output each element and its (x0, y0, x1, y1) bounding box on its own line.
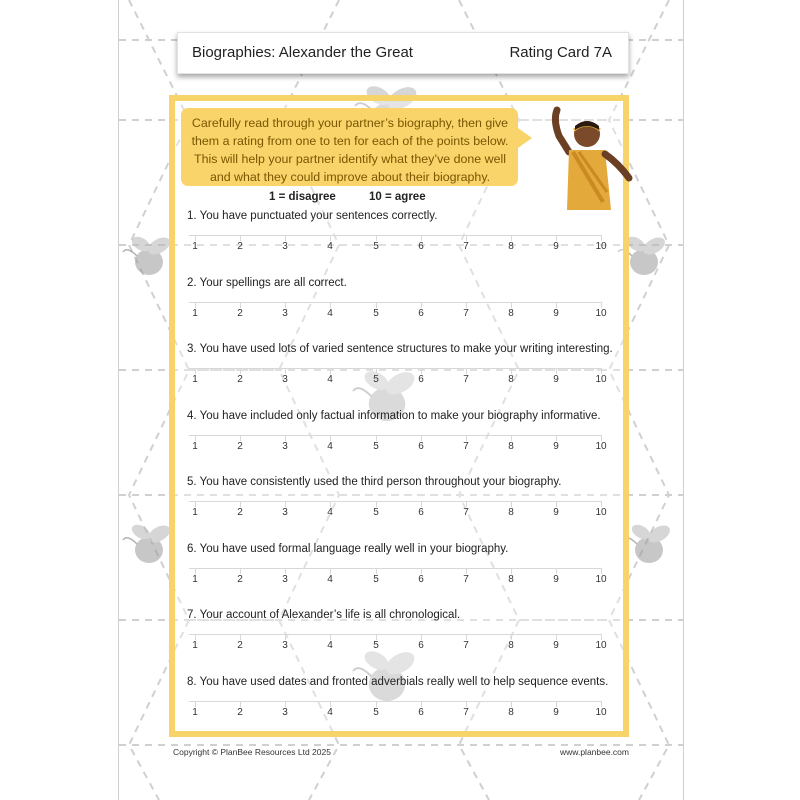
rating-option[interactable]: 7 (463, 706, 469, 718)
rating-option[interactable]: 3 (282, 573, 288, 585)
rating-option[interactable]: 2 (237, 307, 243, 319)
rating-option[interactable]: 6 (418, 573, 424, 585)
rating-option[interactable]: 8 (508, 507, 514, 518)
rating-option[interactable]: 8 (508, 440, 514, 452)
rating-option[interactable]: 1 (192, 307, 198, 319)
bubble-tail (518, 128, 532, 148)
question-text: 7. Your account of Alexander’s life is all chronological. (187, 609, 461, 621)
rating-option[interactable]: 5 (373, 640, 379, 651)
rating-option[interactable]: 4 (327, 640, 333, 651)
rating-option[interactable]: 1 (192, 640, 198, 651)
rating-option[interactable]: 5 (373, 374, 379, 385)
rating-option[interactable]: 7 (463, 307, 469, 319)
question-text: 6. You have used formal language really well in your biography. (187, 542, 509, 555)
rating-option[interactable]: 4 (327, 706, 333, 718)
rating-option[interactable]: 10 (595, 640, 607, 651)
rating-option[interactable]: 6 (418, 374, 424, 385)
rating-option[interactable]: 2 (237, 507, 243, 518)
rating-option[interactable]: 10 (595, 374, 607, 385)
rating-option[interactable]: 2 (237, 440, 243, 452)
rating-option[interactable]: 7 (463, 640, 469, 651)
scale-line (189, 235, 601, 236)
scale-line (189, 302, 601, 303)
rating-option[interactable]: 6 (418, 640, 424, 651)
rating-option[interactable]: 4 (327, 440, 333, 452)
rating-scale (185, 699, 605, 723)
rating-option[interactable]: 6 (418, 440, 424, 452)
scale-key-low: 1 = disagree (269, 191, 336, 203)
rating-option[interactable]: 4 (327, 573, 333, 585)
scale-line (189, 435, 601, 436)
scale-line (189, 568, 601, 569)
rating-scale (185, 366, 605, 390)
rating-option[interactable]: 4 (327, 374, 333, 385)
rating-option[interactable]: 9 (553, 374, 559, 385)
rating-option[interactable]: 7 (463, 241, 469, 252)
rating-option[interactable]: 3 (282, 440, 288, 452)
rating-option[interactable]: 3 (282, 307, 288, 319)
rating-option[interactable]: 8 (508, 640, 514, 651)
rating-option[interactable]: 10 (595, 573, 607, 585)
rating-option[interactable]: 4 (327, 241, 333, 252)
rating-option[interactable]: 2 (237, 706, 243, 718)
rating-option[interactable]: 9 (553, 241, 559, 252)
copyright-text: Copyright © PlanBee Resources Ltd 2025 (173, 747, 331, 757)
question-text: 4. You have included only factual information to make your biography informative. (187, 409, 601, 422)
scale-key-high: 10 = agree (369, 191, 426, 203)
rating-option[interactable]: 6 (418, 307, 424, 319)
rating-scale (185, 566, 605, 590)
rating-option[interactable]: 5 (373, 507, 379, 518)
question-text: 5. You have consistently used the third person throughout your biography. (187, 476, 562, 488)
rating-option[interactable]: 10 (595, 241, 607, 252)
rating-option[interactable]: 3 (282, 374, 288, 385)
rating-option[interactable]: 1 (192, 440, 198, 452)
rating-option[interactable]: 3 (282, 640, 288, 651)
scale-line (189, 501, 601, 502)
rating-option[interactable]: 7 (463, 374, 469, 385)
question-text: 1. You have punctuated your sentences correctly. (187, 210, 438, 222)
alexander-figure-icon (539, 106, 635, 214)
rating-option[interactable]: 8 (508, 374, 514, 385)
rating-option[interactable]: 5 (373, 573, 379, 585)
rating-option[interactable]: 1 (192, 706, 198, 718)
rating-option[interactable]: 1 (192, 374, 198, 385)
question-text: 8. You have used dates and fronted adverbials really well to help sequence events. (187, 675, 609, 688)
rating-option[interactable]: 10 (595, 507, 607, 518)
rating-option[interactable]: 10 (595, 706, 607, 718)
rating-option[interactable]: 2 (237, 374, 243, 385)
rating-option[interactable]: 7 (463, 573, 469, 585)
rating-option[interactable]: 8 (508, 706, 514, 718)
rating-option[interactable]: 9 (553, 440, 559, 452)
rating-option[interactable]: 5 (373, 241, 379, 252)
rating-option[interactable]: 7 (463, 440, 469, 452)
rating-scale (185, 632, 605, 656)
rating-option[interactable]: 2 (237, 573, 243, 585)
rating-option[interactable]: 8 (508, 241, 514, 252)
scale-line (189, 368, 601, 369)
rating-option[interactable]: 6 (418, 706, 424, 718)
rating-scale (185, 233, 605, 257)
rating-option[interactable]: 2 (237, 640, 243, 651)
rating-option[interactable]: 5 (373, 307, 379, 319)
instruction-text: Carefully read through your partner’s biography, then give them a rating from one to ten for each of the points below. This will help your partner identify what they’ve done well and what they could improve about their biography. (191, 116, 509, 184)
scale-line (189, 701, 601, 702)
question-text: 2. Your spellings are all correct. (187, 276, 347, 289)
rating-option[interactable]: 1 (192, 573, 198, 585)
rating-option[interactable]: 7 (463, 507, 469, 518)
question-text: 3. You have used lots of varied sentence structures to make your writing interesting. (187, 343, 613, 355)
rating-option[interactable]: 10 (595, 440, 607, 452)
rating-option[interactable]: 4 (327, 307, 333, 319)
rating-option[interactable]: 9 (553, 640, 559, 651)
rating-scale (185, 499, 605, 523)
rating-option[interactable]: 5 (373, 706, 379, 718)
rating-option[interactable]: 2 (237, 241, 243, 252)
rating-option[interactable]: 9 (553, 307, 559, 319)
rating-option[interactable]: 9 (553, 706, 559, 718)
rating-option[interactable]: 1 (192, 507, 198, 518)
page-title: Biographies: Alexander the Great (192, 44, 413, 61)
rating-scale (185, 300, 605, 324)
rating-option[interactable]: 5 (373, 440, 379, 452)
card-label: Rating Card 7A (509, 44, 612, 61)
rating-option[interactable]: 1 (192, 241, 198, 252)
rating-option[interactable]: 6 (418, 507, 424, 518)
rating-option[interactable]: 3 (282, 507, 288, 518)
rating-option[interactable]: 4 (327, 507, 333, 518)
rating-option[interactable]: 10 (595, 307, 607, 319)
rating-option[interactable]: 8 (508, 307, 514, 319)
rating-option[interactable]: 8 (508, 573, 514, 585)
rating-option[interactable]: 6 (418, 241, 424, 252)
rating-option[interactable]: 3 (282, 706, 288, 718)
worksheet (118, 0, 684, 800)
scale-line (189, 634, 601, 635)
rating-option[interactable]: 9 (553, 507, 559, 518)
rating-scale (185, 433, 605, 457)
title-banner (177, 32, 629, 74)
website-text: www.planbee.com (560, 747, 629, 757)
rating-option[interactable]: 9 (553, 573, 559, 585)
rating-option[interactable]: 3 (282, 241, 288, 252)
